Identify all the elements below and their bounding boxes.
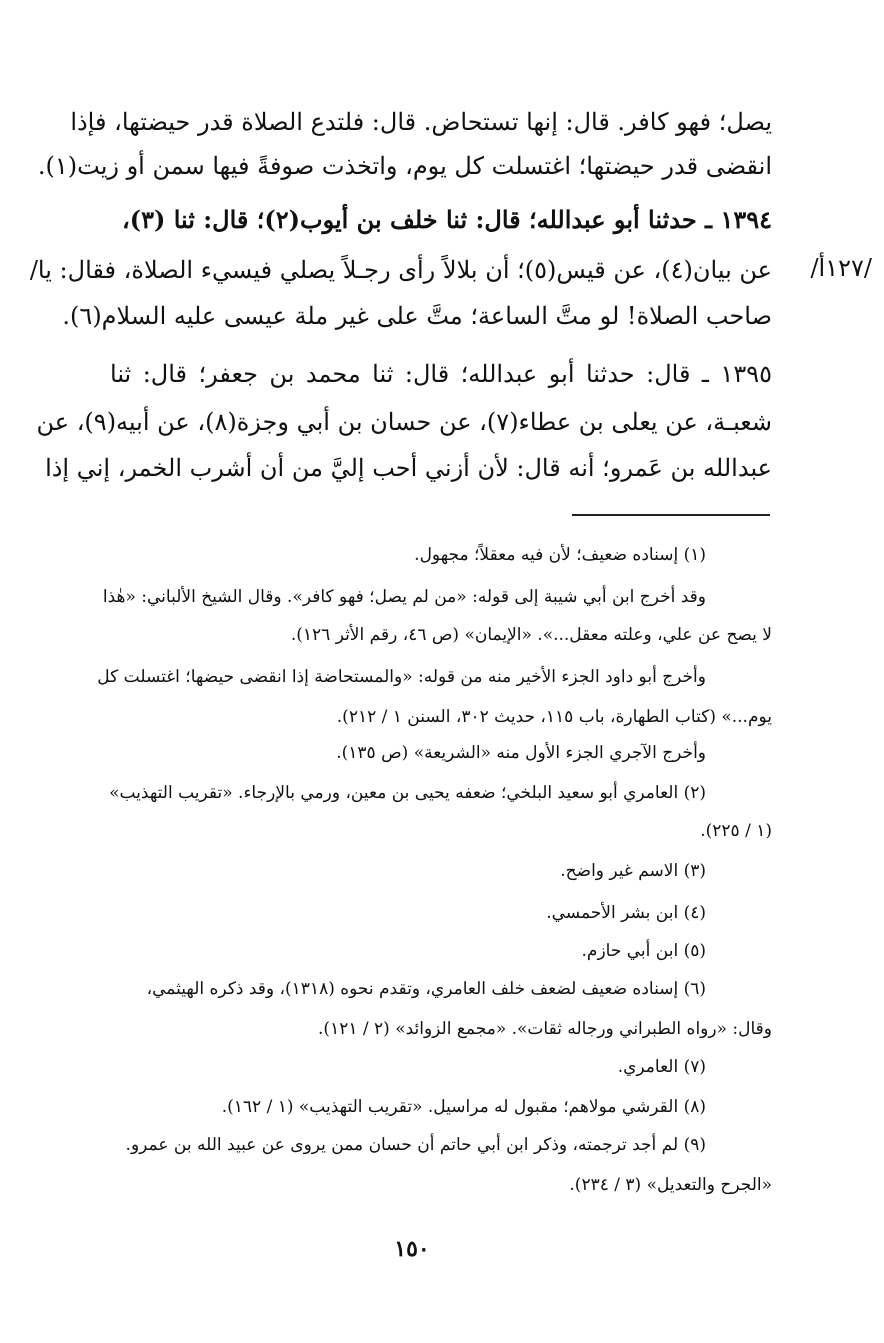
- main-text-line: شعبـة، عن يعلى بن عطاء(٧)، عن حسان بن أبي وجزة(٨)، عن أبيه(٩)، عن: [36, 408, 772, 436]
- main-text-line: صاحب الصلاة! لو متَّ الساعة؛ متَّ على غير ملة عيسى عليه السلام(٦).: [62, 302, 772, 330]
- main-text-line: عن بيان(٤)، عن قيس(٥)؛ أن بلالاً رأى رجـلاً يصلي فيسيء الصلاة، فقال: يا/: [29, 256, 772, 284]
- page-number: ١٥٠: [394, 1236, 430, 1262]
- footnote-line: (٧) العامري.: [617, 1057, 706, 1077]
- footnote-line: وقال: «رواه الطبراني ورجاله ثقات». «مجمع الزوائد» (٢ / ١٢١).: [318, 1019, 772, 1039]
- footnote-line: (٥) ابن أبي حازم.: [581, 941, 706, 961]
- footnote-line: (١) إسناده ضعيف؛ لأن فيه معقلاً؛ مجهول.: [414, 545, 706, 565]
- main-text-line: يصل؛ فهو كافر. قال: إنها تستحاض. قال: فلتدع الصلاة قدر حيضتها، فإذا: [70, 108, 772, 136]
- main-text-line: ١٣٩٤ ـ حدثنا أبو عبدالله؛ قال: ثنا خلف بن أيوب(٢)؛ قال: ثنا (٣)،: [122, 205, 772, 234]
- footnote-line: وقد أخرج ابن أبي شيبة إلى قوله: «من لم يصل؛ فهو كافر». وقال الشيخ الألباني: «هٰذا: [102, 587, 706, 607]
- main-text-line: عبدالله بن عَمرو؛ أنه قال: لأن أزني أحب إليَّ من أن أشرب الخمر، إني إذا: [45, 454, 772, 482]
- footnote-line: (٣) الاسم غير واضح.: [560, 861, 706, 881]
- manuscript-folio-marker: /١٢٧أ/: [810, 254, 872, 282]
- footnote-line: (١ / ٢٢٥).: [700, 821, 772, 841]
- footnote-line: (٢) العامري أبو سعيد البلخي؛ ضعفه يحيى بن معين، ورمي بالإرجاء. «تقريب التهذيب»: [109, 783, 706, 803]
- footnote-line: «الجرح والتعديل» (٣ / ٢٣٤).: [569, 1175, 772, 1195]
- footnote-line: (٨) القرشي مولاهم؛ مقبول له مراسيل. «تقريب التهذيب» (١ / ١٦٢).: [221, 1097, 706, 1117]
- footnote-line: يوم...» (كتاب الطهارة، باب ١١٥، حديث ٣٠٢، السنن ١ / ٢١٢).: [336, 707, 772, 727]
- footnote-line: (٦) إسناده ضعيف لضعف خلف العامري، وتقدم نحوه (١٣١٨)، وقد ذكره الهيثمي،: [146, 979, 706, 999]
- footnote-line: (٩) لم أجد ترجمته، وذكر ابن أبي حاتم أن حسان ممن يروى عن عبيد الله بن عمرو.: [125, 1135, 706, 1155]
- footnote-line: لا يصح عن علي، وعلته معقل...». «الإيمان» (ص ٤٦، رقم الأثر ١٢٦).: [290, 625, 772, 645]
- footnote-line: وأخرج أبو داود الجزء الأخير منه من قوله: «والمستحاضة إذا انقضى حيضها؛ اغتسلت كل: [97, 667, 706, 687]
- footnote-line: (٤) ابن بشر الأحمسي.: [546, 903, 706, 923]
- main-text-line: ١٣٩٥ ـ قال: حدثنا أبو عبدالله؛ قال: ثنا محمد بن جعفر؛ قال: ثنا: [110, 360, 772, 388]
- main-text-line: انقضى قدر حيضتها؛ اغتسلت كل يوم، واتخذت صوفةً فيها سمن أو زيت(١).: [37, 152, 772, 180]
- footnote-line: وأخرج الآجري الجزء الأول منه «الشريعة» (ص ١٣٥).: [336, 743, 706, 763]
- footnote-separator: [572, 514, 770, 516]
